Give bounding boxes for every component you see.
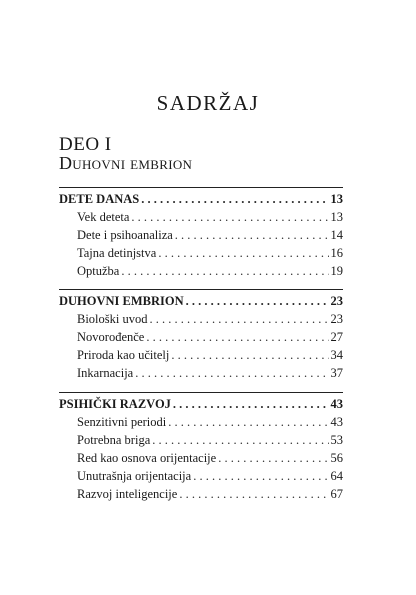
entry-page-number: 53 — [330, 433, 343, 447]
dot-leader — [135, 365, 328, 381]
chapter-title: DETE DANAS — [59, 192, 140, 206]
dot-leader — [146, 329, 328, 345]
section-divider — [59, 392, 343, 393]
dot-leader — [168, 414, 328, 430]
toc-entry — [77, 450, 343, 466]
toc-entry — [77, 432, 343, 448]
dot-leader — [193, 468, 328, 484]
chapter-title: DUHOVNI EMBRION — [59, 294, 184, 308]
entry-page-number: 13 — [330, 210, 343, 224]
entry-page-number: 37 — [330, 366, 343, 380]
entry-title: Vek deteta — [77, 210, 130, 224]
entry-title: Razvoj inteligencije — [77, 487, 178, 501]
entry-title: Biološki uvod — [77, 312, 148, 326]
entry-title: Senzitivni periodi — [77, 415, 167, 429]
toc-entry — [77, 414, 343, 430]
entry-page-number: 27 — [330, 330, 343, 344]
dot-leader — [175, 227, 329, 243]
entry-page-number: 19 — [330, 264, 343, 278]
dot-leader — [186, 293, 329, 309]
entry-page-number: 56 — [330, 451, 343, 465]
toc-entry — [77, 329, 343, 345]
dot-leader — [173, 396, 329, 412]
entry-page-number: 67 — [330, 487, 343, 501]
entry-title: Unutrašnja orijentacija — [77, 469, 192, 483]
chapter-title: PSIHIČKI RAZVOJ — [59, 397, 171, 411]
dot-leader — [179, 486, 328, 502]
entry-title: Inkarnacija — [77, 366, 134, 380]
entry-page-number: 23 — [330, 312, 343, 326]
chapter-page-number: 43 — [330, 397, 343, 411]
entry-title: Dete i psihoanaliza — [77, 228, 173, 242]
toc-entry — [77, 486, 343, 502]
part-label: DEO I — [59, 134, 112, 155]
toc-chapter-psihicki-razvoj — [59, 396, 343, 412]
entry-page-number: 43 — [330, 415, 343, 429]
entry-title: Optužba — [77, 264, 120, 278]
toc-chapter-duhovni-embrion — [59, 293, 343, 309]
entry-title: Novorođenče — [77, 330, 145, 344]
dot-leader — [150, 311, 329, 327]
toc-entry — [77, 227, 343, 243]
part-title: Duhovni embrion — [59, 153, 193, 173]
toc-entry — [77, 468, 343, 484]
entry-page-number: 16 — [330, 246, 343, 260]
chapter-page-number: 23 — [330, 294, 343, 308]
section-divider — [59, 289, 343, 290]
chapter-page-number: 13 — [330, 192, 343, 206]
entry-title: Priroda kao učitelj — [77, 348, 170, 362]
dot-leader — [171, 347, 328, 363]
entry-page-number: 64 — [330, 469, 343, 483]
dot-leader — [158, 245, 328, 261]
dot-leader — [218, 450, 328, 466]
entry-page-number: 14 — [330, 228, 343, 242]
toc-entry — [77, 245, 343, 261]
toc-entry — [77, 209, 343, 225]
entry-title: Red kao osnova orijentacije — [77, 451, 217, 465]
toc-entry — [77, 311, 343, 327]
dot-leader — [121, 263, 328, 279]
entry-title: Tajna detinjstva — [77, 246, 157, 260]
toc-entry — [77, 347, 343, 363]
dot-leader — [141, 191, 328, 207]
dot-leader — [152, 432, 328, 448]
toc-entry — [77, 365, 343, 381]
section-divider — [59, 187, 343, 188]
entry-page-number: 34 — [330, 348, 343, 362]
entry-title: Potrebna briga — [77, 433, 151, 447]
toc-entry — [77, 263, 343, 279]
toc-chapter-dete-danas — [59, 191, 343, 207]
toc-heading: SADRŽAJ — [156, 91, 260, 115]
dot-leader — [131, 209, 328, 225]
